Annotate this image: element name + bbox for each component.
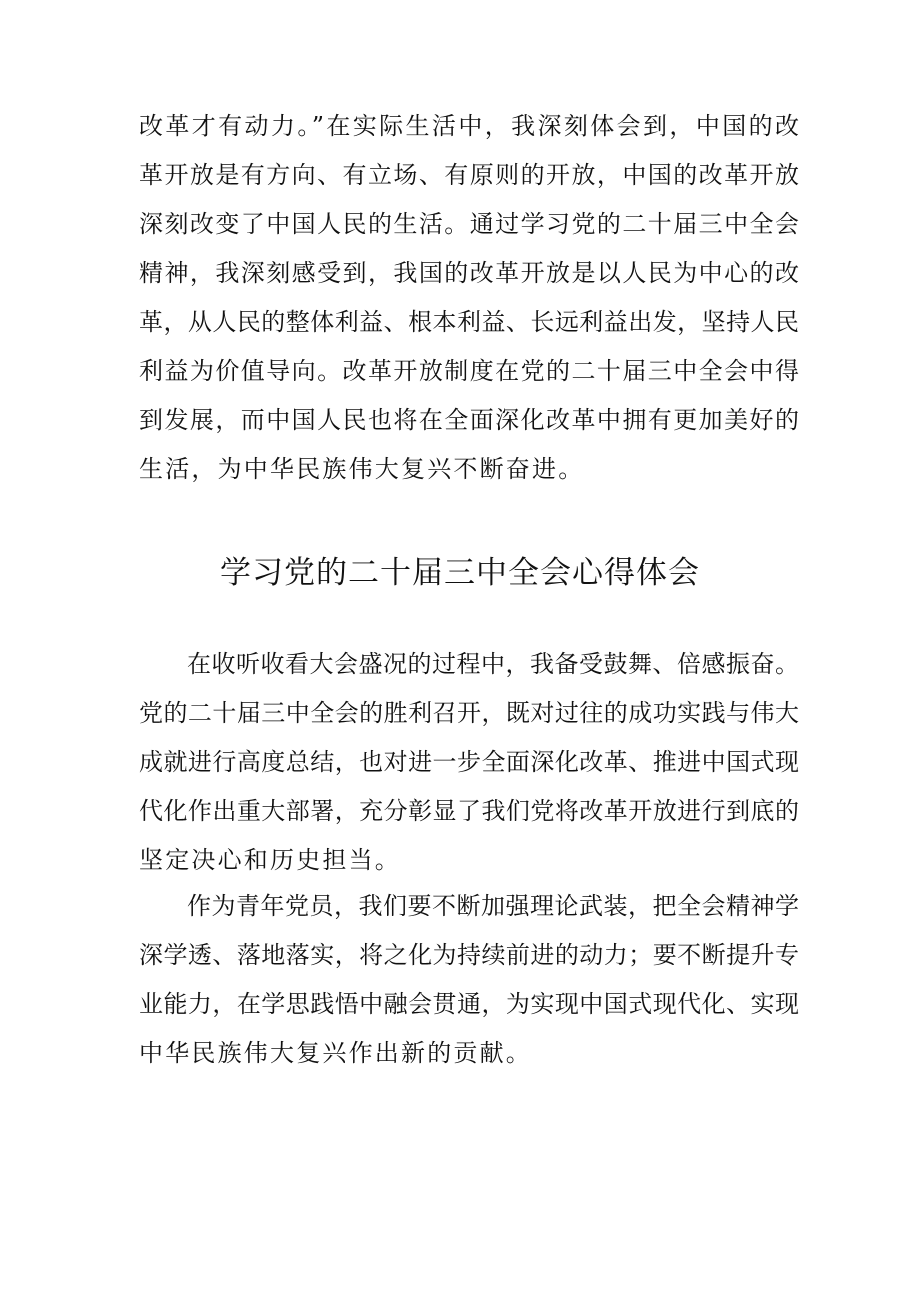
text-line: 作为青年党员，我们要不断加强理论武装，把全会精神学 xyxy=(187,892,799,920)
document-title: 学习党的二十届三中全会心得体会 xyxy=(220,555,700,591)
text-line: 深刻改变了中国人民的生活。通过学习党的二十届三中全会 xyxy=(139,210,799,238)
text-line: 中华民族伟大复兴作出新的贡献。 xyxy=(139,1039,532,1067)
text-line: 革，从人民的整体利益、根本利益、长远利益出发，坚持人民 xyxy=(139,308,799,336)
paragraph-continued xyxy=(139,102,799,494)
text-line: 党的二十届三中全会的胜利召开，既对过往的成功实践与伟大 xyxy=(139,699,799,727)
text-line: 代化作出重大部署，充分彰显了我们党将改革开放进行到底的 xyxy=(139,797,799,825)
text-line: 到发展，而中国人民也将在全面深化改革中拥有更加美好的 xyxy=(139,406,799,434)
text-line: 利益为价值导向。改革开放制度在党的二十届三中全会中得 xyxy=(139,357,799,385)
text-line: 业能力，在学思践悟中融会贯通，为实现中国式现代化、实现 xyxy=(139,990,799,1018)
text-line: 改革才有动力。”在实际生活中，我深刻体会到，中国的改 xyxy=(139,112,799,140)
text-line: 坚定决心和历史担当。 xyxy=(139,846,401,874)
text-line: 深学透、落地落实，将之化为持续前进的动力；要不断提升专 xyxy=(139,941,799,969)
text-line: 精神，我深刻感受到，我国的改革开放是以人民为中心的改 xyxy=(139,259,799,287)
text-line: 生活，为中华民族伟大复兴不断奋进。 xyxy=(139,455,585,483)
text-line: 在收听收看大会盛况的过程中，我备受鼓舞、倍感振奋。 xyxy=(187,650,799,678)
text-line: 成就进行高度总结，也对进一步全面深化改革、推进中国式现 xyxy=(139,748,799,776)
paragraph-2 xyxy=(139,882,799,1078)
paragraph-1 xyxy=(139,640,799,885)
text-line: 革开放是有方向、有立场、有原则的开放，中国的改革开放 xyxy=(139,161,799,189)
